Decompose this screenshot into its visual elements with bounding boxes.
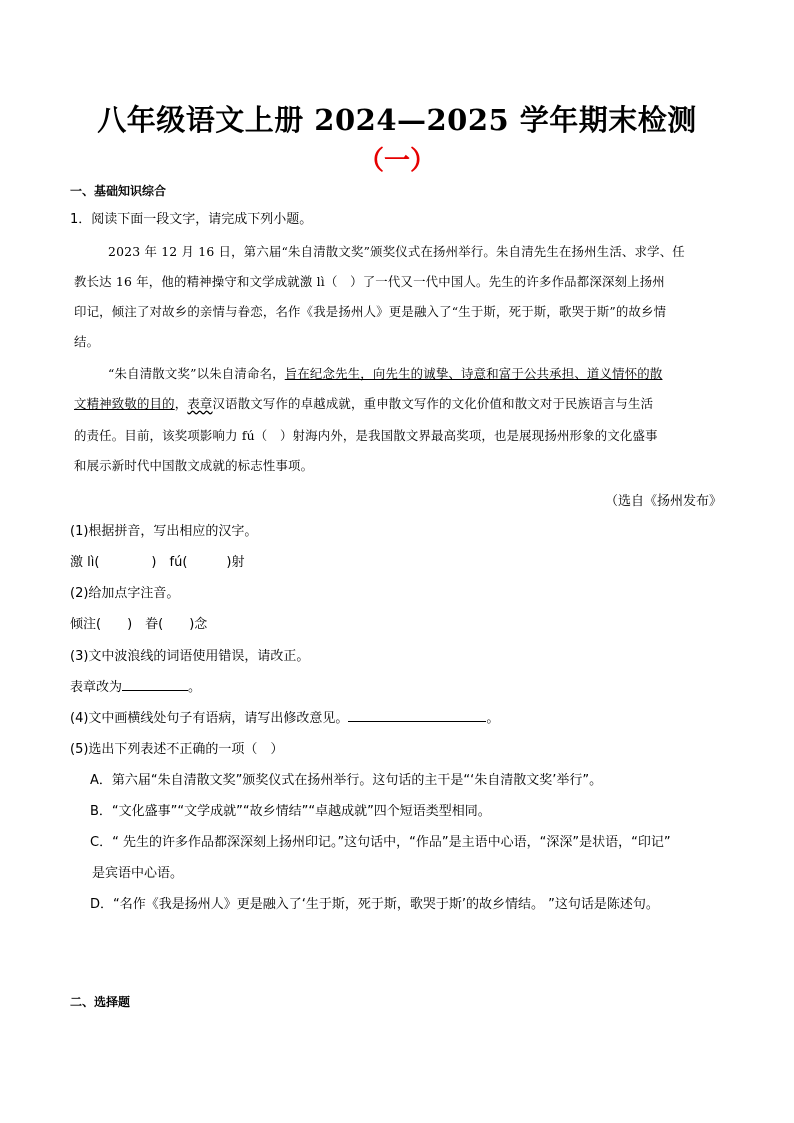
answer-suffix: 。 [486,711,500,726]
subquestion-1-answer: 激 lì( ) fú( )射 [70,555,245,570]
question-text: (4)文中画横线处句子有语病，请写出修改意见。 [70,711,349,726]
subquestion-1: (1)根据拼音，写出相应的汉字。 [70,524,258,539]
passage-line: 教长达 16 年，他的精神操守和文学成就激 lì（ ）了一代又一代中国人。先生的许多作品都深深刻上扬州 [74,274,665,289]
option-a: A．第六届“朱自清散文奖”颁奖仪式在扬州举行。这句话的主干是“‘朱自清散文奖’举行”。 [90,773,603,788]
passage-source: （选自《扬州发布》 [604,494,722,509]
passage-text: “朱自清散文奖”以朱自清命名， [108,366,285,381]
subquestion-4 [70,707,499,726]
question-1-prompt: 1．阅读下面一段文字，请完成下列小题。 [70,212,313,227]
subquestion-3: (3)文中波浪线的词语使用错误，请改正。 [70,649,310,664]
answer-prefix: 表章改为 [70,680,123,695]
passage-text: ， [174,396,188,411]
passage-line: 印记，倾注了对故乡的亲情与眷恋，名作《我是扬州人》更是融入了“生于斯，死于斯，歌哭于斯”的故乡情 [74,304,667,319]
passage-text: 汉语散文写作的卓越成就，重申散文写作的文化价值和散文对于民族语言与生活 [212,396,654,411]
underlined-sentence: 文精神致敬的目的 [74,396,175,411]
answer-blank[interactable] [348,709,486,722]
passage-line: 2023 年 12 月 16 日，第六届“朱自清散文奖”颁奖仪式在扬州举行。朱自清先生在扬州生活、求学、任 [108,244,685,259]
subquestion-2-answer: 倾注( ) 眷( )念 [70,617,208,632]
subquestion-5: (5)选出下列表述不正确的一项（ ） [70,742,284,757]
underlined-sentence: 旨在纪念先生，向先生的诚挚、诗意和富于公共承担、道义情怀的散 [284,366,663,381]
page-title: 八年级语文上册 2024—2025 学年期末检测 [97,103,697,137]
option-d: D．“名作《我是扬州人》更是融入了‘生于斯，死于斯，歌哭于斯’的故乡情结。 ”这句话是陈述句。 [90,897,659,912]
wavy-underlined-word: 表章 [187,396,213,411]
page-subtitle: （一） [357,146,436,176]
answer-blank[interactable] [122,678,188,691]
passage-line: 结。 [74,334,100,349]
section-heading-2: 二、选择题 [70,995,131,1009]
subquestion-2: (2)给加点字注音。 [70,586,180,601]
passage-line: 和展示新时代中国散文成就的标志性事项。 [74,458,314,473]
passage-line [74,394,724,412]
subquestion-3-answer [70,676,201,695]
option-c-continued: 是宾语中心语。 [92,866,184,881]
passage-line: 的责任。目前，该奖项影响力 fú（ ）射海内外，是我国散文界最高奖项，也是展现扬州形象的文化盛事 [74,428,658,443]
section-heading-1: 一、基础知识综合 [70,184,167,198]
answer-suffix: 。 [188,680,202,695]
option-c: C．“ 先生的许多作品都深深刻上扬州印记。”这句话中，“作品”是主语中心语，“深深”是状语，“印记” [90,835,671,850]
option-b: B．“文化盛事”“文学成就”“故乡情结”“卓越成就”四个短语类型相同。 [90,804,491,819]
passage-line [108,364,758,382]
